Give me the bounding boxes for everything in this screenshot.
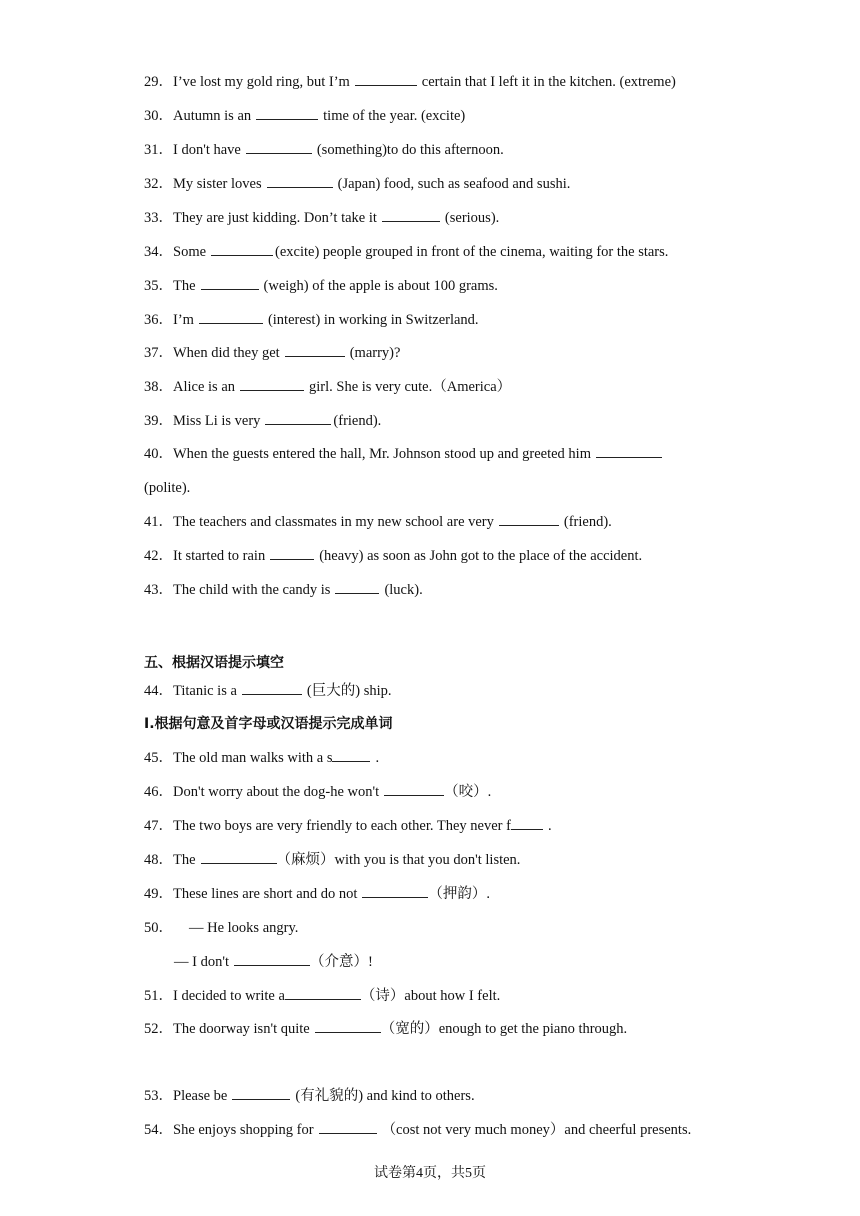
- question-text: (excite) people grouped in front of the cinema, waiting for the stars.: [275, 244, 669, 260]
- answer-blank[interactable]: [319, 1121, 377, 1134]
- question-text: girl. She is very cute.（America）: [309, 379, 512, 395]
- question-number: 54．: [144, 1122, 173, 1138]
- question-text: (Japan) food, such as seafood and sushi.: [337, 176, 571, 192]
- answer-blank[interactable]: [355, 73, 417, 86]
- question-number: 47．: [144, 818, 173, 834]
- question-number: 50．: [144, 920, 173, 936]
- question-48: [144, 850, 520, 870]
- question-41: [144, 512, 612, 532]
- question-40-continuation: [144, 478, 190, 498]
- answer-blank[interactable]: [201, 277, 259, 290]
- question-text: （宽的）enough to get the piano through.: [380, 1021, 628, 1037]
- question-36: [144, 310, 479, 330]
- answer-blank[interactable]: [256, 107, 318, 120]
- question-number: 33．: [144, 210, 173, 226]
- question-44: [144, 681, 392, 701]
- question-text: （押韵）.: [428, 886, 491, 902]
- question-45: [144, 748, 379, 768]
- question-43: [144, 580, 423, 600]
- question-text: The: [173, 852, 196, 868]
- question-number: 38．: [144, 379, 173, 395]
- answer-blank[interactable]: [211, 243, 273, 256]
- question-text: These lines are short and do not: [173, 886, 358, 902]
- question-text: （cost not very much money）and cheerful presents.: [381, 1122, 692, 1138]
- question-text: (heavy) as soon as John got to the place of the accident.: [319, 548, 643, 564]
- page-footer: 试卷第4页，共5页: [374, 1166, 486, 1181]
- answer-blank[interactable]: [246, 141, 312, 154]
- question-text: The doorway isn't quite: [173, 1021, 310, 1037]
- question-32: [144, 174, 570, 194]
- question-text: The teachers and classmates in my new school are very: [173, 514, 494, 530]
- question-number: 39．: [144, 413, 173, 429]
- answer-blank[interactable]: [234, 953, 310, 966]
- question-33: [144, 208, 499, 228]
- question-text: (friend).: [333, 413, 382, 429]
- question-text: .: [547, 818, 552, 834]
- question-text: Autumn is an: [173, 108, 252, 124]
- section-heading: 五、根据汉语提示填空: [144, 655, 284, 671]
- question-text: Please be: [173, 1088, 228, 1104]
- question-50-reply: [174, 952, 373, 972]
- question-number: 46．: [144, 784, 173, 800]
- question-text: When the guests entered the hall, Mr. Johnson stood up and greeted him: [173, 446, 591, 462]
- question-text: （咬）.: [444, 784, 492, 800]
- dialogue-line: — He looks angry.: [189, 920, 299, 936]
- question-number: 43．: [144, 582, 173, 598]
- answer-blank[interactable]: [285, 987, 361, 1000]
- question-text: （麻烦）with you is that you don't listen.: [276, 852, 521, 868]
- question-text: time of the year. (excite): [323, 108, 466, 124]
- question-number: 42．: [144, 548, 173, 564]
- answer-blank[interactable]: [511, 817, 543, 830]
- question-39: [144, 411, 381, 431]
- question-37: [144, 343, 400, 363]
- question-50: [144, 918, 298, 938]
- question-number: 34．: [144, 244, 173, 260]
- answer-blank[interactable]: [285, 344, 345, 357]
- answer-blank[interactable]: [384, 783, 444, 796]
- question-number: 48．: [144, 852, 173, 868]
- question-number: 53．: [144, 1088, 173, 1104]
- question-42: [144, 546, 642, 566]
- question-53: [144, 1086, 475, 1106]
- question-text: certain that I left it in the kitchen. (extreme): [421, 74, 676, 90]
- question-text: (polite).: [144, 480, 191, 496]
- question-text: The old man walks with a s: [173, 750, 333, 766]
- answer-blank[interactable]: [335, 581, 379, 594]
- question-text: The: [173, 278, 196, 294]
- question-49: [144, 884, 490, 904]
- question-text: (weigh) of the apple is about 100 grams.: [263, 278, 498, 294]
- question-34: [144, 242, 668, 262]
- question-text: It started to rain: [173, 548, 266, 564]
- section-heading: I.根据句意及首字母或汉语提示完成单词: [144, 716, 393, 732]
- question-number: 52．: [144, 1021, 173, 1037]
- answer-blank[interactable]: [332, 749, 370, 762]
- question-text: (something)to do this afternoon.: [316, 142, 504, 158]
- question-text: (serious).: [444, 210, 500, 226]
- answer-blank[interactable]: [382, 209, 440, 222]
- question-30: [144, 106, 465, 126]
- question-text: The child with the candy is: [173, 582, 331, 598]
- answer-blank[interactable]: [362, 885, 428, 898]
- question-54: [144, 1120, 691, 1140]
- question-text: I’ve lost my gold ring, but I’m: [173, 74, 350, 90]
- answer-blank[interactable]: [270, 547, 314, 560]
- answer-blank[interactable]: [242, 682, 302, 695]
- question-number: 30．: [144, 108, 173, 124]
- question-number: 51．: [144, 988, 173, 1004]
- question-text: I decided to write a: [173, 988, 285, 1004]
- question-number: 49．: [144, 886, 173, 902]
- answer-blank[interactable]: [265, 412, 331, 425]
- question-text: I don't have: [173, 142, 241, 158]
- answer-blank[interactable]: [315, 1020, 381, 1033]
- question-text: (luck).: [384, 582, 423, 598]
- question-47: [144, 816, 552, 836]
- question-text: She enjoys shopping for: [173, 1122, 314, 1138]
- question-29: [144, 72, 676, 92]
- question-text: Don't worry about the dog-he won't: [173, 784, 380, 800]
- question-38: [144, 377, 511, 397]
- answer-blank[interactable]: [240, 378, 304, 391]
- question-46: [144, 782, 491, 802]
- question-text: Miss Li is very: [173, 413, 261, 429]
- question-number: 32．: [144, 176, 173, 192]
- question-number: 29．: [144, 74, 173, 90]
- question-text: (巨大的) ship.: [306, 683, 392, 699]
- question-number: 44．: [144, 683, 173, 699]
- question-number: 35．: [144, 278, 173, 294]
- question-number: 31．: [144, 142, 173, 158]
- question-text: Some: [173, 244, 207, 260]
- answer-blank[interactable]: [199, 311, 263, 324]
- question-text: My sister loves: [173, 176, 262, 192]
- question-52: [144, 1019, 627, 1039]
- answer-blank[interactable]: [232, 1087, 290, 1100]
- question-text: (marry)?: [349, 345, 401, 361]
- question-number: 40．: [144, 446, 173, 462]
- answer-blank[interactable]: [596, 445, 662, 458]
- question-text: （诗）about how I felt.: [360, 988, 501, 1004]
- question-51: [144, 986, 500, 1006]
- answer-blank[interactable]: [499, 513, 559, 526]
- question-text: Alice is an: [173, 379, 236, 395]
- question-text: （介意）!: [309, 954, 373, 970]
- question-text: When did they get: [173, 345, 280, 361]
- question-text: (interest) in working in Switzerland.: [267, 312, 479, 328]
- question-text: The two boys are very friendly to each other. They never f: [173, 818, 511, 834]
- answer-blank[interactable]: [267, 175, 333, 188]
- question-number: 41．: [144, 514, 173, 530]
- question-number: 37．: [144, 345, 173, 361]
- question-text: .: [375, 750, 380, 766]
- question-text: (有礼貌的) and kind to others.: [295, 1088, 475, 1104]
- answer-blank[interactable]: [201, 851, 277, 864]
- question-text: Titanic is a: [173, 683, 237, 699]
- question-text: (friend).: [563, 514, 612, 530]
- question-31: [144, 140, 504, 160]
- question-number: 45．: [144, 750, 173, 766]
- question-40: [144, 444, 667, 464]
- question-text: I’m: [173, 312, 194, 328]
- dialogue-line: — I don't: [174, 954, 229, 970]
- question-number: 36．: [144, 312, 173, 328]
- question-35: [144, 276, 498, 296]
- question-text: They are just kidding. Don’t take it: [173, 210, 377, 226]
